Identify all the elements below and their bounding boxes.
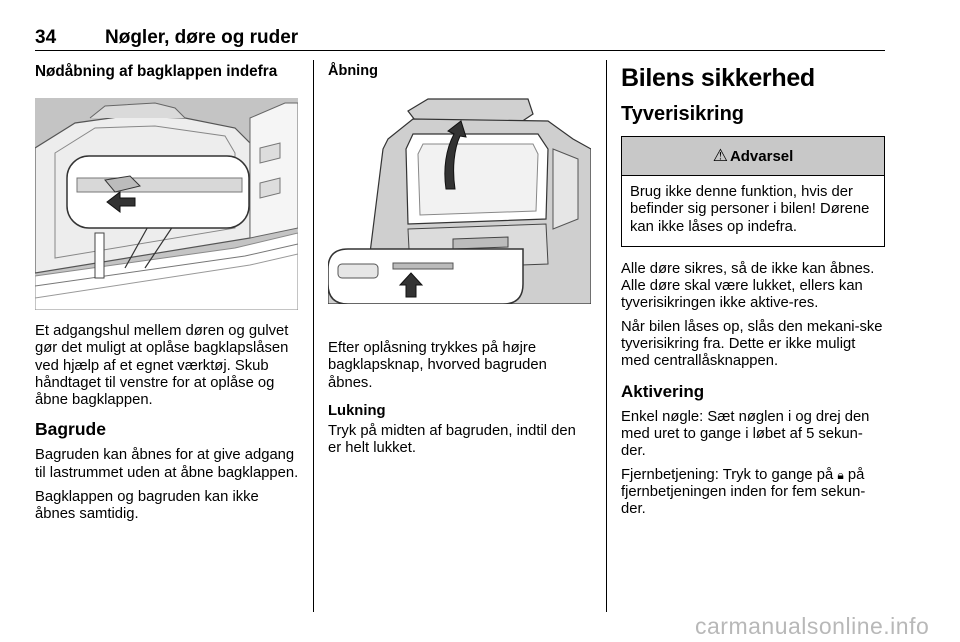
warning-triangle-icon: ⚠	[712, 146, 728, 165]
section-heading-rear-window: Bagrude	[35, 419, 106, 440]
subsection-title-anti-theft: Tyverisikring	[621, 103, 745, 125]
column-divider-1	[313, 60, 314, 612]
section-heading-closing: Lukning	[328, 402, 386, 419]
illustration-rear-window-opening	[328, 89, 591, 304]
rear-window-text: Bagruden kan åbnes for at give adgang til lastrummet uden at åbne bagklappen.	[35, 447, 299, 481]
illustration-inner-tailgate-release	[35, 98, 298, 310]
chapter-title: Nøgler, døre og ruder	[105, 27, 299, 48]
lock-icon: 🔒︎	[837, 467, 844, 482]
page-header	[35, 27, 885, 51]
opening-text: Efter oplåsning trykkes på højre bagklapsknap, hvorved bagruden åbnes.	[328, 340, 547, 391]
page-number: 34	[35, 27, 57, 48]
activation-remote-prefix: Fjernbetjening: Tryk to gange på	[621, 466, 834, 483]
column-2	[328, 62, 592, 457]
watermark: carmanualsonline.info	[695, 613, 930, 639]
anti-theft-text-2: Når bilen låses op, slås den mekani-ske tyverisikring fra. Dette er ikke muligt med centrallåsknappen.	[621, 318, 883, 370]
column-1	[35, 62, 300, 524]
column-3	[621, 62, 886, 518]
section-title-vehicle-security: Bilens sikkerhed	[621, 64, 815, 92]
tailgate-release-drawing	[35, 98, 298, 310]
emergency-opening-text: Et adgangshul mellem døren og gulvet gør det muligt at oplåse bagklapslåsen ved hjælp af et egnet værktøj. Skub håndtaget til venstre for at oplåse og åbne bagklappen.	[35, 323, 289, 409]
warning-header	[622, 137, 884, 176]
anti-theft-text-1: Alle døre sikres, så de ikke kan åbnes. Alle døre skal være lukket, ellers kan tyverisikringen ikke aktive-res.	[621, 260, 875, 312]
section-heading-activation: Aktivering	[621, 381, 705, 401]
warning-label: Advarsel	[729, 147, 794, 165]
activation-key-text: Enkel nøgle: Sæt nøglen i og drej den med uret to gange i løbet af 5 sekun-der.	[621, 408, 870, 460]
closing-text: Tryk på midten af bagruden, indtil den er helt lukket.	[328, 422, 576, 457]
activation-remote-text	[621, 467, 886, 519]
section-heading-opening: Åbning	[328, 63, 378, 79]
warning-box	[621, 136, 885, 247]
column-divider-2	[606, 60, 607, 612]
header-rule	[35, 50, 885, 51]
activation-remote-suffix: på fjernbetjeningen inden for fem sekun-der.	[621, 466, 866, 518]
section-heading-emergency-opening: Nødåbning af bagklappen indefra	[35, 63, 278, 80]
rear-window-drawing	[328, 89, 591, 304]
warning-text: Brug ikke denne funktion, hvis der befinder sig personer i bilen! Dørene kan ikke låses op indefra.	[630, 184, 870, 235]
rear-window-note: Bagklappen og bagruden kan ikke åbnes samtidig.	[35, 489, 259, 523]
